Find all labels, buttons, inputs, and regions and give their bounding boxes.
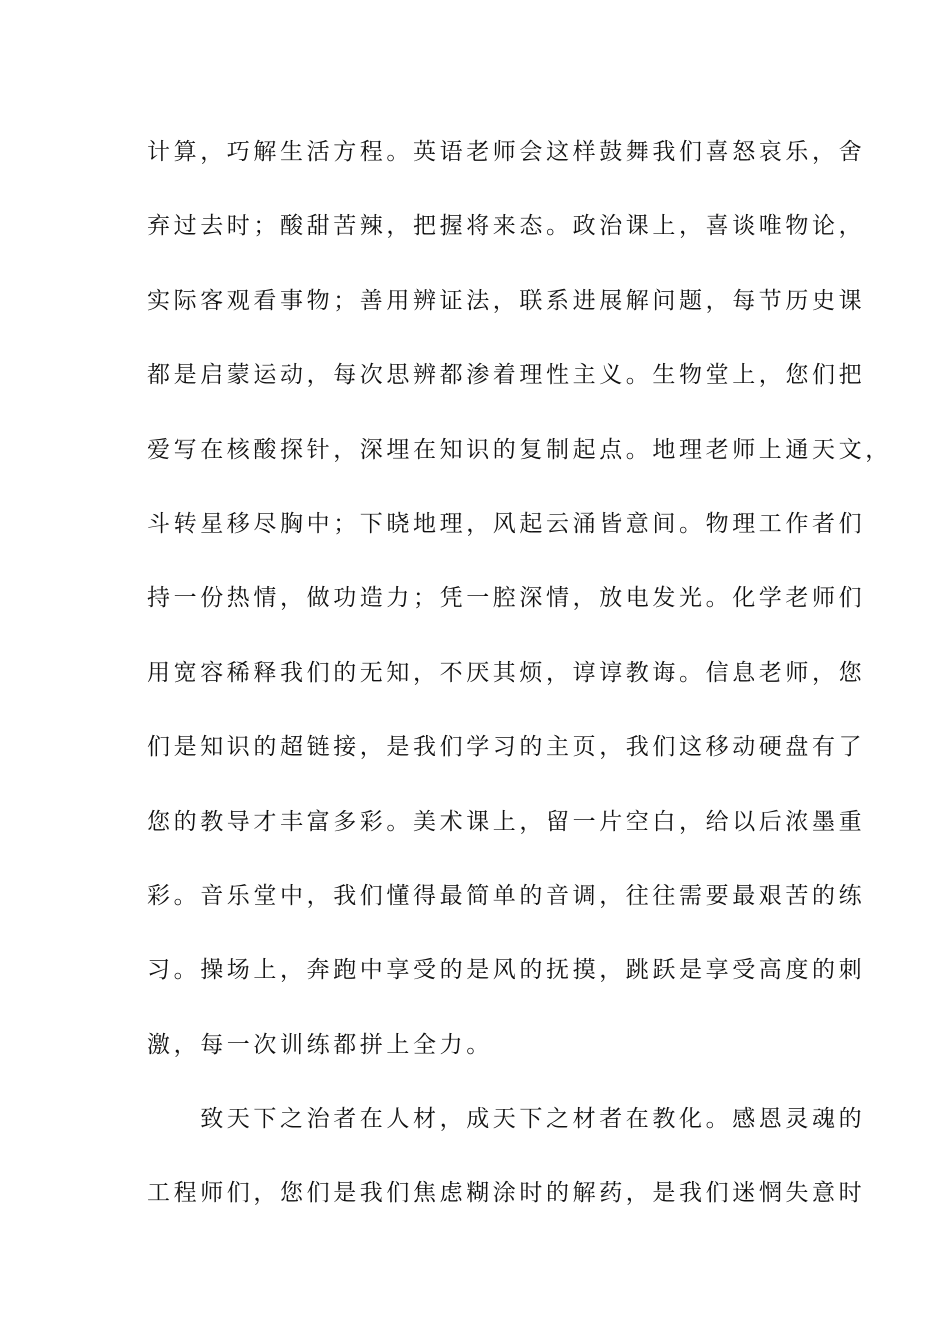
body-text [147,126,892,1242]
text-line: 激，每一次训练都拼上全力。 [147,1031,493,1058]
paragraph-1 [147,126,892,1093]
text-line: 实际客观看事物；善用辨证法，联系进展解问题，每节历史课 [147,287,866,314]
text-line: 持一份热情，做功造力；凭一腔深情，放电发光。化学老师们 [147,585,866,612]
text-line: 爱写在核酸探针，深埋在知识的复制起点。地理老师上通天文， [147,436,892,463]
text-line: 您的教导才丰富多彩。美术课上，留一片空白，给以后浓墨重 [147,808,866,835]
text-line: 们是知识的超链接，是我们学习的主页，我们这移动硬盘有了 [147,734,866,761]
text-line: 计算，巧解生活方程。英语老师会这样鼓舞我们喜怒哀乐，舍 [147,139,866,165]
text-line: 都是启蒙运动，每次思辨都渗着理性主义。生物堂上，您们把 [147,362,866,389]
text-line: 彩。音乐堂中，我们懂得最简单的音调，往往需要最艰苦的练 [147,882,866,909]
paragraph-2 [147,1093,866,1242]
text-line: 用宽容稀释我们的无知，不厌其烦，谆谆教诲。信息老师，您 [147,659,866,686]
text-line: 致天下之治者在人材，成天下之材者在教化。感恩灵魂的 [147,1106,866,1133]
text-line: 弃过去时；酸甜苦辣，把握将来态。政治课上，喜谈唯物论， [147,213,866,240]
text-line: 工程师们，您们是我们焦虑糊涂时的解药，是我们迷惘失意时 [147,1180,866,1207]
text-line: 习。操场上，奔跑中享受的是风的抚摸，跳跃是享受高度的刺 [147,957,866,984]
text-line: 斗转星移尽胸中；下晓地理，风起云涌皆意间。物理工作者们 [147,510,866,537]
